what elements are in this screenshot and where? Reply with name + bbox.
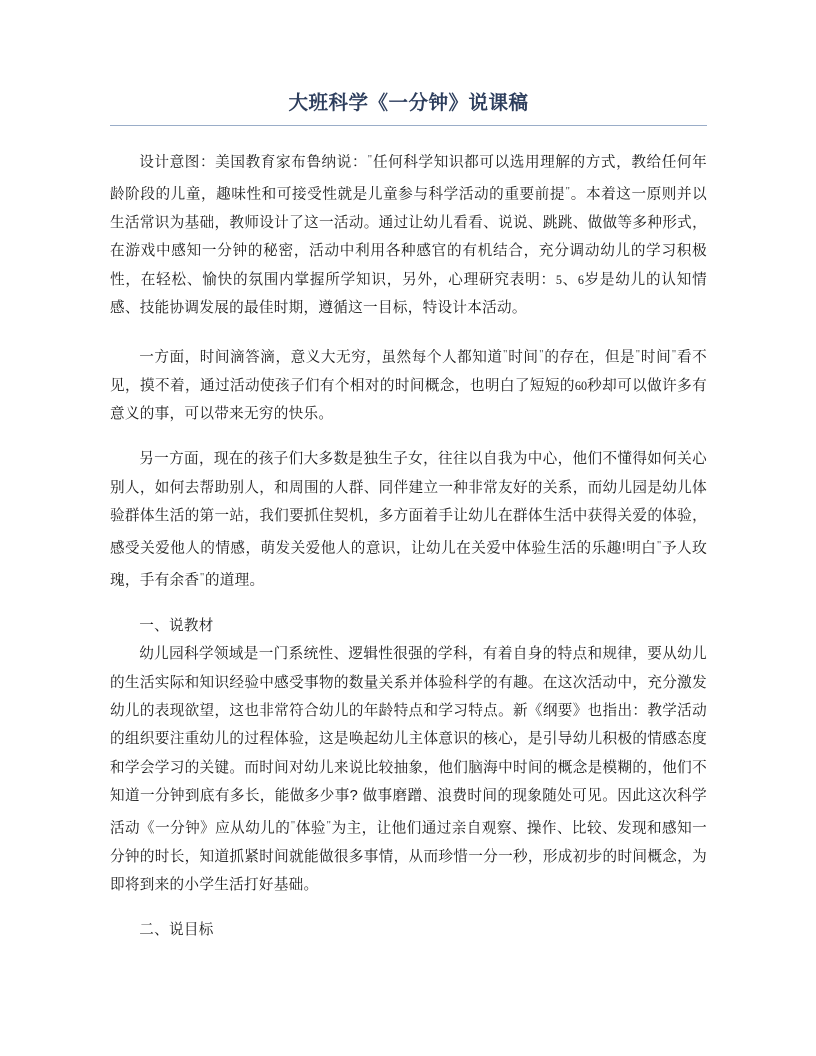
inline-quote-mark: " bbox=[656, 538, 662, 551]
inline-text: 岁是幼儿的认知情感、技能协调发展的最佳时期，遵循这一目标，特设计本活动。 bbox=[110, 271, 707, 317]
inline-text: 时间 bbox=[508, 349, 539, 366]
paragraph-design-intent bbox=[110, 145, 707, 323]
inline-text: 。本着这一原则并以生活常识为基础，教师设计了这一活动。通过让幼儿看看、说说、跳跳、做做等多种形式，在游戏中感知一分钟的秘密，活动中利用各种感官的有机结合，充分调动幼儿的学习积极性，在轻松、愉快的氛围内掌握所学知识，另外，心理研究表明： bbox=[110, 186, 707, 288]
page-title: 大班科学《一分钟》说课稿 bbox=[288, 92, 529, 114]
inline-quote-mark: " bbox=[290, 818, 296, 831]
inline-quote-mark: " bbox=[565, 185, 570, 198]
inline-numeral: 6 bbox=[577, 272, 584, 287]
inline-text: 幼儿园科学领域是一门系统性、逻辑性很强的学科，有着自身的特点和规律，要从幼儿的生活实际和知识经验中感受事物的数量关系并体验科学的有趣。在这次活动中，充分激发幼儿的表现欲望，这也非常符合幼儿的年龄特点和学习特点。新《纲要》也指出：教学活动的组织要注重幼儿的过程体验，这是唤起幼儿主体意识的核心，是引导幼儿积极的情感态度和学会学习的关键。而时间对幼儿来说比较抽象，他们脑海中时间的概念是模糊的，他们不知道一分钟到底有多长，能做多少事? 做事磨蹭、浪费时间的现象随处可见。因此这次科学活动《一分钟》应从幼儿的 bbox=[110, 646, 707, 837]
title-divider bbox=[110, 125, 707, 126]
inline-text: 看不见，摸不着，通过活动使孩子们有个相对的时间概念，也明白了短短的 bbox=[110, 349, 707, 394]
inline-quote-mark: " bbox=[503, 347, 508, 360]
inline-text: 时间 bbox=[640, 349, 672, 366]
document-content bbox=[110, 0, 707, 945]
inline-numeral: 60 bbox=[574, 378, 588, 393]
inline-quote-mark: " bbox=[199, 570, 205, 583]
inline-quote-mark: " bbox=[367, 153, 373, 165]
inline-text: 另一方面，现在的孩子们大多数是独生子女，往往以自我为中心，他们不懂得如何关心别人，如何去帮助别人，和周围的人群、同伴建立一种非常友好的关系，而幼儿园是幼儿体验群体生活的第一站，我们要抓住契机，多方面着手让幼儿在群体生活中获得关爱的体验，感受关爱他人的情感，萌发关爱他人的意识，让幼儿在关爱中体验生活的乐趣!明白 bbox=[110, 451, 707, 557]
section-heading-section-teaching-material: 一、说教材 bbox=[139, 617, 214, 634]
inline-text: 、 bbox=[562, 271, 578, 288]
paragraph-aspect-one bbox=[110, 340, 707, 429]
inline-text: 体验 bbox=[295, 820, 326, 837]
inline-text: 设计意图：美国教育家布鲁纳说： bbox=[139, 154, 368, 171]
inline-quote-mark: " bbox=[671, 347, 677, 360]
inline-text: 任何科学知识都可以选用理解的方式，教给任何年龄阶段的儿童，趣味性和可接受性就是儿童参与科学活动的重要前提 bbox=[110, 154, 707, 203]
inline-quote-mark: " bbox=[539, 347, 544, 360]
inline-text: 予人玫瑰，手有余香 bbox=[110, 540, 707, 589]
inline-text: 的存在，但是 bbox=[544, 349, 636, 366]
inline-quote-mark: " bbox=[326, 818, 331, 831]
paragraph-aspect-two bbox=[110, 445, 707, 594]
inline-text: 秒却可以做许多有意义的事，可以带来无穷的快乐。 bbox=[110, 377, 707, 423]
inline-quote-mark: " bbox=[635, 347, 641, 360]
inline-numeral: 5 bbox=[555, 272, 563, 287]
inline-text: 的道理。 bbox=[204, 572, 265, 589]
inline-text: 一方面，时间滴答滴，意义大无穷，虽然每个人都知道 bbox=[139, 349, 503, 366]
inline-text: 为主，让他们通过亲自观察、操作、比较、发现和感知一分钟的时长，知道抓紧时间就能做很多事情，从而珍惜一分一秒，形成初步的时间概念，为即将到来的小学生活打好基础。 bbox=[110, 820, 707, 893]
section-heading-section-objectives: 二、说目标 bbox=[139, 922, 214, 939]
document-body bbox=[110, 145, 707, 945]
paragraph-teaching-material-body bbox=[110, 640, 707, 899]
